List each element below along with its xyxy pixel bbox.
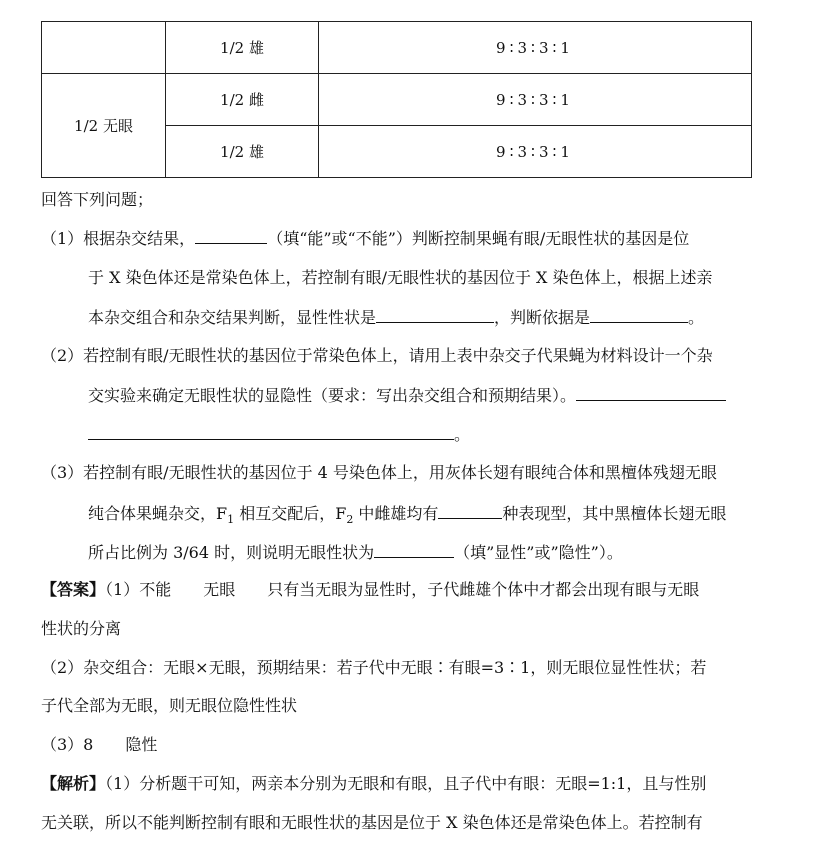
q1-line2: 于 X 染色体还是常染色体上，若控制有眼/无眼性状的基因位于 X 染色体上，根据上述亲	[88, 268, 713, 287]
q3-text: 相互交配后，F	[234, 504, 347, 523]
answer-blank[interactable]	[374, 541, 454, 558]
q1-text: （填“能”或“不能”）判断控制果蝇有眼/无眼性状的基因是位	[267, 229, 690, 248]
parent-cell: 1/2 无眼	[42, 74, 166, 178]
offspring-sex-cell: 1/2 雄	[166, 126, 319, 178]
answer-line2: 性状的分离	[41, 619, 122, 638]
answer-blank[interactable]	[438, 502, 502, 519]
cross-results-table	[41, 21, 752, 178]
f2-subscript: 2	[346, 513, 354, 527]
answer-line5: （3）8 隐性	[41, 735, 158, 754]
phenotype-ratio-cell: 9∶3∶3∶1	[319, 74, 752, 126]
analysis-tag: 【解析】	[41, 774, 106, 793]
q3-text: 中雌雄均有	[353, 504, 439, 523]
q2-text: 交实验来确定无眼性状的显隐性（要求：写出杂交组合和预期结果）。	[88, 386, 577, 405]
table-row	[42, 22, 752, 74]
q1-text: 本杂交组合和杂交结果判断，显性性状是	[88, 308, 377, 327]
answer-blank[interactable]	[195, 227, 267, 244]
answer-blank[interactable]	[576, 384, 726, 401]
q3-text: （填”显性”或”隐性”）。	[454, 543, 623, 562]
q1-label: （1）根据杂交结果，	[41, 229, 196, 248]
answer-blank[interactable]	[590, 306, 688, 323]
offspring-sex-cell: 1/2 雄	[166, 22, 319, 74]
answer-line1	[41, 579, 699, 601]
q2-line1: （2）若控制有眼/无眼性状的基因位于常染色体上，请用上表中杂交子代果蝇为材料设计一个杂	[41, 346, 713, 365]
q3-line3	[88, 541, 623, 564]
q2-end: 。	[454, 425, 471, 444]
q1-end: 。	[688, 308, 705, 327]
q1-text: ，判断依据是	[494, 308, 591, 327]
q3-text: 种表现型，其中黑檀体长翅无眼	[502, 504, 727, 523]
q3-text: 所占比例为 3/64 时，则说明无眼性状为	[88, 543, 375, 562]
q2-line2	[88, 384, 726, 407]
q3-text: 纯合体果蝇杂交，F	[88, 504, 228, 523]
q2-line3	[88, 423, 470, 446]
intro-text: 回答下列问题；	[41, 190, 154, 209]
q1-line1	[41, 227, 689, 250]
answer-line3: （2）杂交组合：无眼×无眼，预期结果：若子代中无眼∶有眼=3∶1，则无眼位显性性状；若	[41, 658, 707, 677]
analysis-line1	[41, 773, 706, 795]
answer-blank[interactable]	[376, 306, 494, 323]
q3-line1: （3）若控制有眼/无眼性状的基因位于 4 号染色体上，用灰体长翅有眼纯合体和黑檀体残翅无眼	[41, 463, 717, 482]
answer-line4: 子代全部为无眼，则无眼位隐性性状	[41, 696, 298, 715]
q3-line2	[88, 502, 726, 525]
parent-cell	[42, 22, 166, 74]
analysis-line2: 无关联，所以不能判断控制有眼和无眼性状的基因是位于 X 染色体还是常染色体上。若控制有	[41, 813, 703, 832]
answer-text: （1）不能 无眼 只有当无眼为显性时，子代雌雄个体中才都会出现有眼与无眼	[105, 580, 700, 599]
answer-tag: 【答案】	[41, 580, 106, 599]
phenotype-ratio-cell: 9∶3∶3∶1	[319, 126, 752, 178]
q1-line3	[88, 306, 704, 329]
phenotype-ratio-cell: 9∶3∶3∶1	[319, 22, 752, 74]
offspring-sex-cell: 1/2 雌	[166, 74, 319, 126]
table-row	[42, 74, 752, 126]
f1-subscript: 1	[227, 513, 235, 527]
analysis-text: （1）分析题干可知，两亲本分别为无眼和有眼，且子代中有眼：无眼=1:1，且与性别	[105, 774, 707, 793]
answer-blank[interactable]	[88, 423, 454, 440]
